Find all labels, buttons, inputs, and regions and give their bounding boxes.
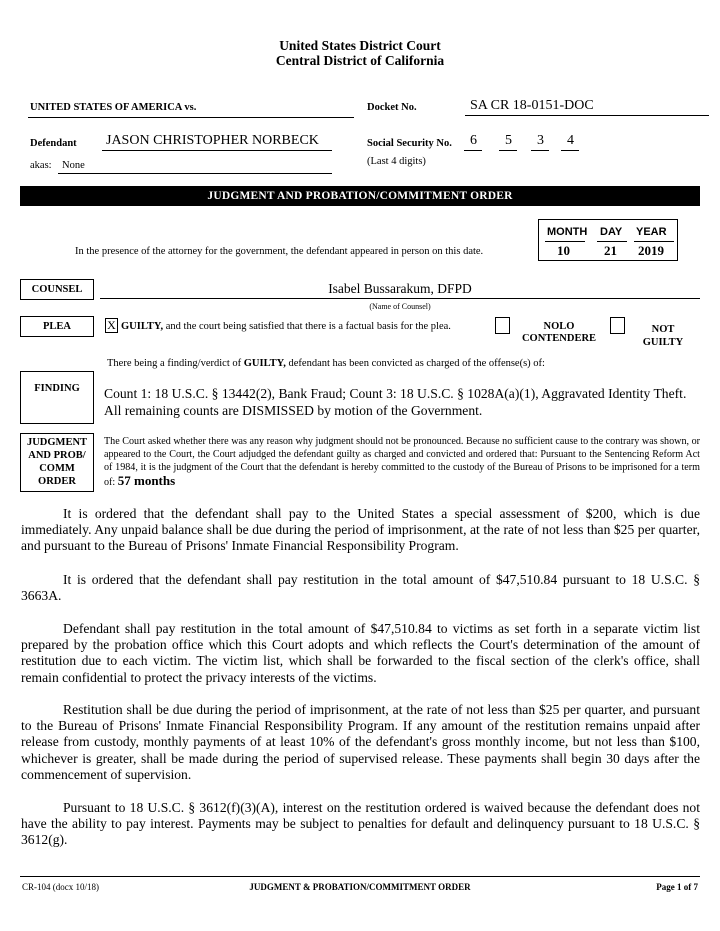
ssn-note: (Last 4 digits) <box>367 156 426 167</box>
district-name: Central District of California <box>275 53 445 68</box>
day-label: DAY <box>600 226 623 238</box>
nolo-label <box>513 321 605 345</box>
footer-title: JUDGMENT & PROBATION/COMMITMENT ORDER <box>249 882 471 892</box>
paragraph-victim-list: Defendant shall pay restitution in the total amount of $47,510.84 to victims as set forth in a separate victim list prepared by the probation office which this Court adopts and which reflects the Court's determination of the amount of restitution due to each victim. The victim list, which shall be forwarded to the fiscal section of the clerk's office, shall remain confidential to protect the privacy interests of the victims. <box>21 621 700 685</box>
judgment-label-line-1: JUDGMENT <box>26 437 88 448</box>
judgment-text <box>104 435 700 489</box>
guilty-checkbox[interactable]: X <box>105 318 118 333</box>
footer-rule <box>20 876 700 877</box>
not-line-2: GUILTY <box>642 337 684 348</box>
judgment-label-line-4: ORDER <box>38 476 76 487</box>
month-label: MONTH <box>547 226 588 238</box>
docket-value: SA CR 18-0151-DOC <box>470 98 594 113</box>
judgment-label <box>20 433 94 492</box>
year-rule <box>634 241 674 242</box>
defendant-rule <box>102 150 332 151</box>
not-line-1: NOT <box>651 324 675 335</box>
docket-rule <box>465 115 709 116</box>
ssn-digit-1: 6 <box>470 133 477 148</box>
month-rule <box>545 241 585 242</box>
nolo-line-1: NOLO <box>543 321 575 332</box>
caption-rule <box>28 117 354 118</box>
ssn-digit-4: 4 <box>567 133 574 148</box>
paragraph-special-assessment: It is ordered that the defendant shall pay to the United States a special assessment of $200, which is due immediately. Any unpaid balance shall be due during the period of imprisonment, at the rate of not less than $25 per quarter, and pursuant to the Bureau of Prisons' Inmate Financial Responsibility Program. <box>21 506 700 554</box>
month-value: 10 <box>557 243 570 258</box>
counsel-name: Isabel Bussarakum, DFPD <box>328 281 472 296</box>
counsel-caption: (Name of Counsel) <box>369 302 431 311</box>
docket-label: Docket No. <box>367 102 417 113</box>
ssn-rule-1 <box>464 150 482 151</box>
nolo-line-2: CONTENDERE <box>521 333 597 344</box>
day-rule <box>597 241 627 242</box>
defendant-name: JASON CHRISTOPHER NORBECK <box>106 133 319 148</box>
order-banner: JUDGMENT AND PROBATION/COMMITMENT ORDER <box>20 186 700 206</box>
not-guilty-label <box>630 323 696 349</box>
judgment-term: 57 months <box>117 473 176 488</box>
nolo-checkbox[interactable] <box>495 317 510 334</box>
presence-text: In the presence of the attorney for the government, the defendant appeared in person on this date. <box>75 246 484 257</box>
akas-value: None <box>62 160 85 171</box>
ssn-digit-2: 5 <box>505 133 512 148</box>
guilty-statement <box>121 321 451 332</box>
ssn-digit-3: 3 <box>537 133 544 148</box>
footer-form: CR-104 (docx 10/18) <box>22 882 99 892</box>
day-value: 21 <box>604 243 617 258</box>
court-header <box>0 38 720 68</box>
footer-page: Page 1 of 7 <box>656 882 698 892</box>
defendant-label: Defendant <box>30 138 77 149</box>
guilty-text: and the court being satisfied that there is a factual basis for the plea. <box>165 321 451 332</box>
finding-counts: Count 1: 18 U.S.C. § 13442(2), Bank Fraud; Count 3: 18 U.S.C. § 1028A(a)(1), Aggravated Identity Theft. All remaining counts are DISMISSED by motion of the Government. <box>104 386 687 418</box>
court-name: United States District Court <box>279 38 441 53</box>
counsel-rule <box>100 298 700 299</box>
judgment-label-line-3: COMM <box>39 463 75 474</box>
judgment-body: The Court asked whether there was any reason why judgment should not be pronounced. Because no sufficient cause to the contrary was shown, or appeared to the Court, the Court adjudged the defendant guilty as charged and convicted and ordered that: Pursuant to the Sentencing Reform Act of 1984, it is the judgment of the Court that the defendant is hereby committed to the custody of the Bureau of Prisons to be imprisoned for a term of: <box>104 436 700 488</box>
finding-label: FINDING <box>20 371 94 424</box>
akas-label: akas: <box>30 160 52 171</box>
counsel-label: COUNSEL <box>20 279 94 300</box>
akas-rule <box>58 173 332 174</box>
finding-intro-pre: There being a finding/verdict of <box>107 358 242 369</box>
year-label: YEAR <box>636 226 667 238</box>
ssn-rule-2 <box>499 150 517 151</box>
paragraph-restitution-schedule: Restitution shall be due during the period of imprisonment, at the rate of not less than $25 per quarter, and pursuant to the Bureau of Prisons' Inmate Financial Responsibility Program. If any amount of the restitution remains unpaid after release from custody, monthly payments of at least 10% of the defendant's gross monthly income, but not less than $100, whichever is greater, shall be made during the period of supervised release. These payments shall begin 30 days after the commencement of supervision. <box>21 702 700 782</box>
finding-intro <box>107 358 545 369</box>
paragraph-restitution-total: It is ordered that the defendant shall pay restitution in the total amount of $47,510.84 pursuant to 18 U.S.C. § 3663A. <box>21 572 700 604</box>
caption-label: UNITED STATES OF AMERICA vs. <box>30 102 197 113</box>
paragraph-interest-waived: Pursuant to 18 U.S.C. § 3612(f)(3)(A), interest on the restitution ordered is waived because the defendant does not have the ability to pay interest. Payments may be subject to penalties for default and delinquency pursuant to 18 U.S.C. § 3612(g). <box>21 800 700 848</box>
guilty-label: GUILTY, <box>121 321 164 332</box>
year-value: 2019 <box>638 243 664 258</box>
not-guilty-checkbox[interactable] <box>610 317 625 334</box>
judgment-label-line-2: AND PROB/ <box>28 450 86 461</box>
ssn-rule-3 <box>531 150 549 151</box>
ssn-rule-4 <box>561 150 579 151</box>
ssn-label: Social Security No. <box>367 138 452 149</box>
finding-intro-bold: GUILTY, <box>243 358 286 369</box>
plea-label: PLEA <box>20 316 94 337</box>
finding-intro-post: defendant has been convicted as charged of the offense(s) of: <box>288 358 545 369</box>
